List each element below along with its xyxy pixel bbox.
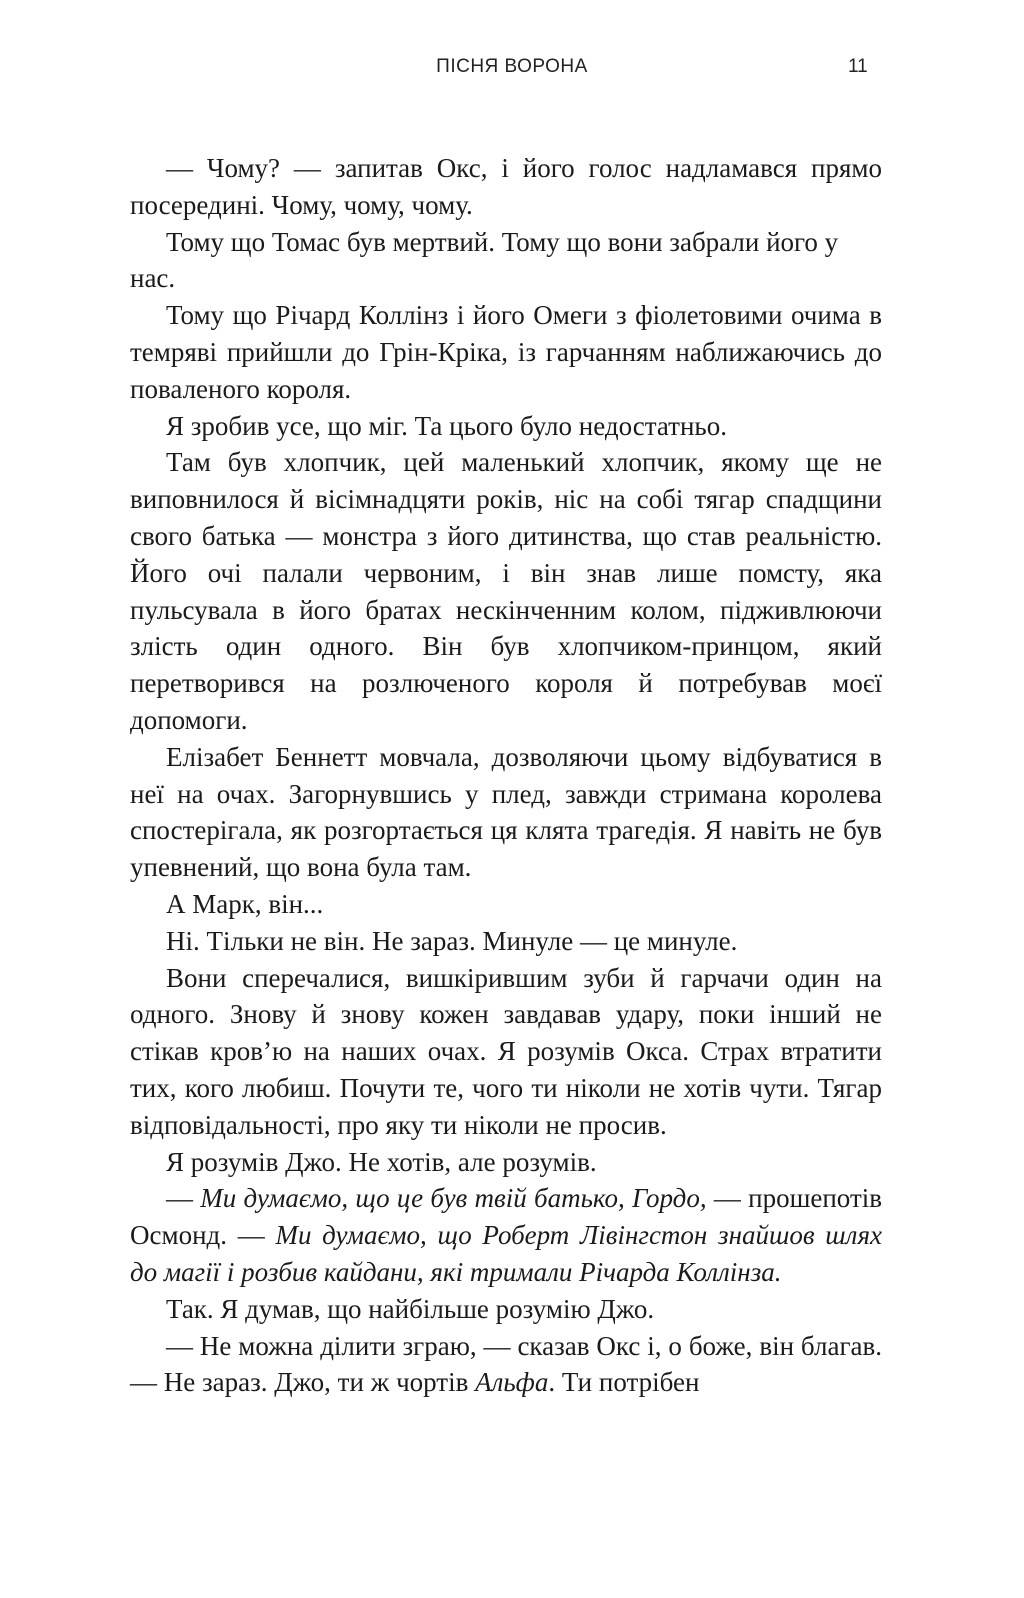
paragraph: Тому що Річард Коллінз і його Омеги з фіолетовими очима в темряві прийшли до Грін-Кріка, із гарчанням наближаючись до поваленого короля. bbox=[130, 300, 882, 404]
paragraph: Я зробив усе, що міг. Та цього було недостатньо. bbox=[166, 410, 727, 441]
paragraph: — Чому? — запитав Окс, і його голос надламався прямо посередині. Чому, чому, чому. bbox=[130, 153, 882, 220]
page-number: 11 bbox=[848, 56, 868, 77]
body-text bbox=[130, 150, 882, 1401]
italic-speech: Ми думаємо, що це був твій батько, Гордо, bbox=[200, 1183, 707, 1214]
running-head bbox=[0, 56, 1024, 82]
paragraph: Вони сперечалися, вишкірившим зуби й гарчачи один на одного. Знову й знову кожен завдавав удару, поки інший не стікав кров’ю на наших очах. Я розумів Окса. Страх втратити тих, кого любиш. Почути те, чого ти ніколи не хотів чути. Тягар відповідальності, про яку ти ніколи не просив. bbox=[130, 962, 882, 1140]
paragraph: Там був хлопчик, цей маленький хлопчик, якому ще не виповнилося й вісімнадцяти років, ніс на собі тягар спадщини свого батька — монстра з його дитинства, що став реальністю. Його очі палали червоним, і він знав лише помсту, яка пульсувала в його братах нескінченним колом, підживлюючи злість один одного. Він був хлопчиком-принцом, який перетворився на розлюченого короля й потребував моєї допомоги. bbox=[130, 447, 882, 735]
italic-speech: Ми думаємо, що Роберт Лівінгстон знайшов шлях до магії і розбив кайдани, які тримали Річарда Коллінза. bbox=[130, 1220, 882, 1287]
paragraph: Так. Я думав, що найбільше розумію Джо. bbox=[166, 1293, 655, 1324]
paragraph: Елізабет Беннетт мовчала, дозволяючи цьому відбуватися в неї на очах. Загорнувшись у плед, завжди стримана королева спостерігала, як розгортається ця клята трагедія. Я навіть не був упевнений, що вона була там. bbox=[130, 741, 882, 883]
paragraph: — Ми думаємо, що це був твій батько, Гордо, — прошепотів Осмонд. — Ми думаємо, що Роберт Лівінгстон знайшов шлях до магії і розбив кайдани, які тримали Річарда Коллінза. bbox=[130, 1183, 883, 1287]
paragraph: Я розумів Джо. Не хотів, але розумів. bbox=[166, 1146, 597, 1177]
italic-word: Альфа bbox=[475, 1367, 549, 1398]
paragraph: Тому що Томас був мертвий. Тому що вони забрали його у нас. bbox=[130, 226, 839, 294]
paragraph: Ні. Тільки не він. Не зараз. Минуле — це минуле. bbox=[166, 925, 738, 956]
running-title: ПІСНЯ ВОРОНА bbox=[436, 56, 588, 77]
paragraph: А Марк, він... bbox=[166, 888, 324, 919]
paragraph: — Не можна ділити зграю, — сказав Окс і, о боже, він благав. — Не зараз. Джо, ти ж чортів Альфа. Ти потрібен bbox=[130, 1330, 882, 1398]
